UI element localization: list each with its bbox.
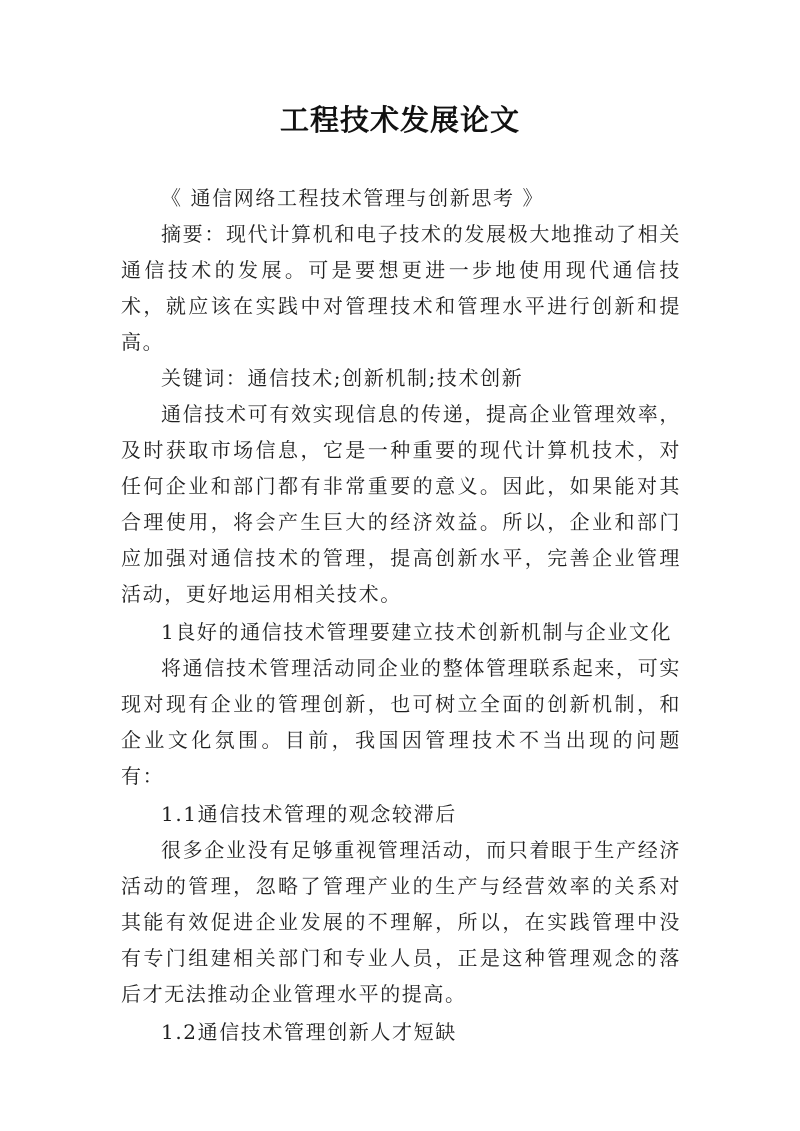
abstract-paragraph: 摘要：现代计算机和电子技术的发展极大地推动了相关通信技术的发展。可是要想更进一步地使用现代通信技术，就应该在实践中对管理技术和管理水平进行创新和提高。 xyxy=(121,222,681,354)
section-heading-1: 1良好的通信技术管理要建立技术创新机制与企业文化 xyxy=(161,620,673,644)
keywords-line: 关键词：通信技术;创新机制;技术创新 xyxy=(161,366,524,390)
article-title-line: 《 通信网络工程技术管理与创新思考 》 xyxy=(161,186,545,210)
body-paragraph: 将通信技术管理活动同企业的整体管理联系起来，可实现对现有企业的管理创新，也可树立全面的创新机制，和企业文化氛围。目前，我国因管理技术不当出现的问题有： xyxy=(121,656,681,788)
body-paragraph: 通信技术可有效实现信息的传递，提高企业管理效率，及时获取市场信息，它是一种重要的现代计算机技术，对任何企业和部门都有非常重要的意义。因此，如果能对其合理使用，将会产生巨大的经济效益。所以，企业和部门应加强对通信技术的管理，提高创新水平，完善企业管理活动，更好地运用相关技术。 xyxy=(121,402,681,606)
section-heading-1-2: 1.2通信技术管理创新人才短缺 xyxy=(161,1020,457,1044)
body-paragraph: 很多企业没有足够重视管理活动，而只着眼于生产经济活动的管理，忽略了管理产业的生产与经营效率的关系对其能有效促进企业发展的不理解，所以，在实践管理中没有专门组建相关部门和专业人员，正是这种管理观念的落后才无法推动企业管理水平的提高。 xyxy=(121,838,681,1006)
document-body xyxy=(121,180,681,1050)
document-title: 工程技术发展论文 xyxy=(279,103,520,137)
section-heading-1-1: 1.1通信技术管理的观念较滞后 xyxy=(161,802,457,826)
